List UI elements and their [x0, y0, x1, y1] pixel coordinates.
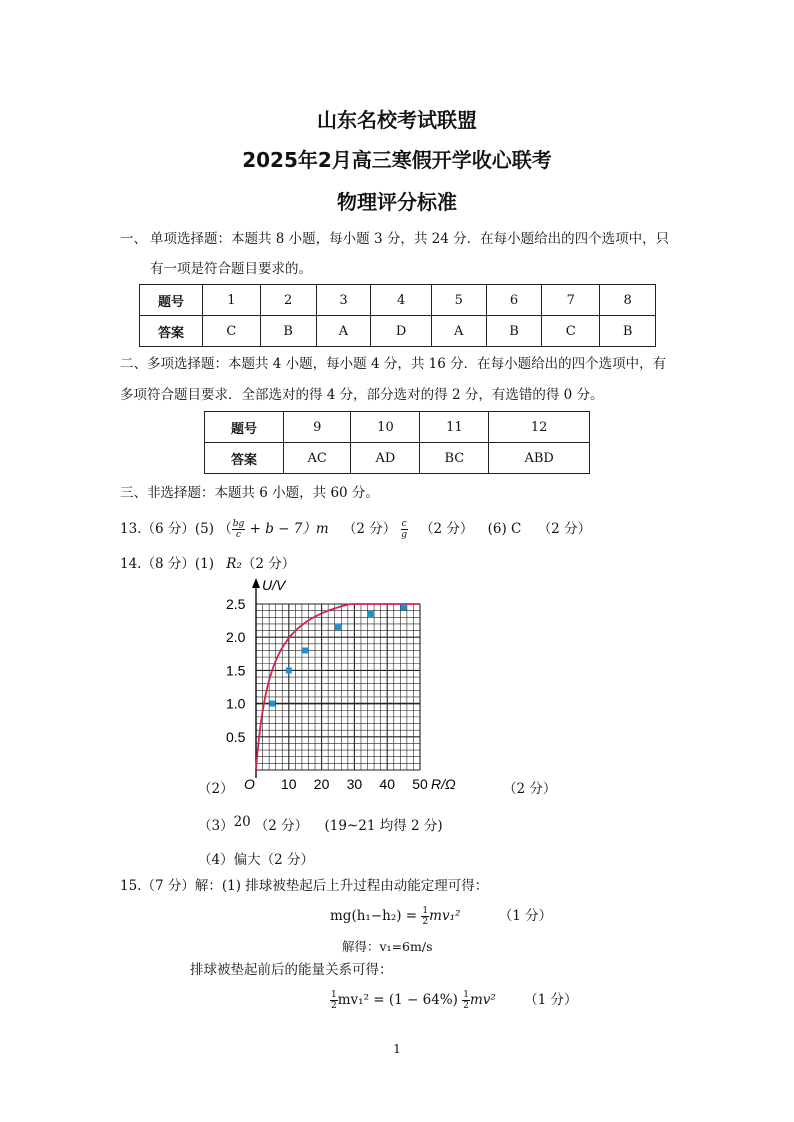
table-cell: A: [431, 316, 486, 347]
y-tick-label: 2.5: [226, 596, 246, 612]
eq1-half-fraction: $\frac{1}{2}$: [422, 906, 429, 927]
table-cell: 12: [489, 412, 590, 443]
q14-part3: [198, 814, 443, 834]
section1-label: 一、: [120, 231, 147, 247]
q13-part6: (6) C: [487, 521, 522, 537]
q14-part2-score: （2 分）: [503, 781, 557, 797]
table-row: [140, 316, 656, 347]
table-cell: A: [316, 316, 371, 347]
table-row: [140, 285, 656, 316]
table-cell: B: [260, 316, 316, 347]
section1-answer-table: [139, 284, 656, 347]
x-tick-label: 10: [281, 776, 297, 792]
table-cell: 11: [420, 412, 489, 443]
q15-equation2: [330, 988, 577, 1011]
u-r-chart: [224, 574, 464, 796]
x-axis-label: R/Ω: [431, 776, 456, 792]
table-cell: B: [486, 316, 542, 347]
table-cell: 3: [316, 285, 371, 316]
q13-score3: （2 分）: [537, 521, 592, 537]
q13-expression-tail: + b − 7）m: [249, 521, 329, 537]
eq2-half-fraction-right: $\frac{1}{2}$: [463, 990, 469, 1011]
eq2-left: mv₁² = (1 − 64%): [337, 992, 458, 1008]
y-axis-label: U/V: [262, 577, 286, 593]
q13-score2: （2 分）: [419, 521, 474, 537]
q14-lead: 14.（8 分）(1): [120, 556, 214, 572]
table-cell: BC: [420, 443, 489, 474]
q13-score1: （2 分）: [342, 521, 397, 537]
q15-equation1: [330, 904, 552, 927]
scoring-standard-title: 物理评分标准: [337, 190, 457, 214]
y-axis-arrow: [252, 578, 260, 588]
exam-union-title: 山东名校考试联盟: [317, 108, 477, 132]
q13-fraction-bg-c: $\frac{bg}{c}$: [232, 519, 245, 540]
data-point: [335, 624, 341, 630]
q14-part4: （4）偏大（2 分）: [198, 852, 314, 868]
x-tick-label: 40: [379, 776, 395, 792]
table-cell: 8: [600, 285, 656, 316]
table-cell: 5: [431, 285, 486, 316]
table-cell: AC: [284, 443, 351, 474]
data-point: [269, 701, 275, 707]
q14-part3-label: （3）: [198, 818, 234, 834]
section2-text-line1: 二、多项选择题：本题共 4 小题，每小题 4 分，共 16 分．在每小题给出的四个选项中，有: [120, 356, 667, 372]
q13-fraction-c-g: $\frac{c}{g}$: [401, 519, 408, 540]
q13-lead: 13.（6 分）(5) （: [120, 521, 232, 537]
data-point: [401, 604, 407, 610]
eq1-right: mv₁²: [429, 908, 461, 924]
table-header-answer: 答案: [205, 443, 284, 474]
y-tick-label: 1.0: [226, 695, 246, 712]
q14-score1: （2 分）: [241, 556, 296, 572]
section2-text-line2: 多项符合题目要求．全部选对的得 4 分，部分选对的得 2 分，有选错的得 0 分。: [120, 387, 604, 403]
eq1-left: mg(h₁−h₂) =: [330, 908, 418, 924]
table-header-answer: 答案: [140, 316, 203, 347]
eq2-half-fraction: $\frac{1}{2}$: [331, 990, 337, 1011]
x-tick-label: 20: [313, 776, 330, 792]
section2-answer-table: [204, 411, 590, 474]
table-row: [205, 443, 590, 474]
table-row: [205, 412, 590, 443]
data-point: [286, 667, 292, 673]
section1-text-line1: 单项选择题：本题共 8 小题，每小题 3 分，共 24 分．在每小题给出的四个选项中，只: [150, 231, 670, 247]
table-cell: AD: [351, 443, 420, 474]
q14-part2-label: （2）: [198, 781, 234, 797]
q15-energy-text: 排球被垫起前后的能量关系可得：: [190, 962, 393, 978]
x-tick-label: 30: [346, 776, 363, 792]
eq1-score: （1 分）: [498, 908, 553, 924]
q14-line: [120, 552, 295, 572]
q14-part3-score: （2 分）: [254, 818, 309, 834]
table-cell: D: [371, 316, 431, 347]
table-cell: 7: [542, 285, 600, 316]
page-number: 1: [393, 1042, 401, 1056]
q14-answer1: R₂: [226, 556, 242, 572]
eq2-score: （1 分）: [524, 992, 578, 1008]
table-cell: 4: [371, 285, 431, 316]
data-point: [368, 611, 374, 617]
table-cell: C: [542, 316, 600, 347]
table-cell: ABD: [489, 443, 590, 474]
y-tick-label: 2.0: [226, 629, 246, 646]
section1-text-line2: 有一项是符合题目要求的。: [150, 261, 312, 277]
y-tick-label: 0.5: [226, 728, 246, 745]
q15-solve: 解得：v₁=6m/s: [342, 939, 433, 954]
table-cell: C: [203, 316, 261, 347]
data-point: [302, 647, 308, 653]
table-cell: B: [600, 316, 656, 347]
y-tick-label: 1.5: [226, 662, 246, 679]
table-cell: 6: [486, 285, 542, 316]
exam-title: 2025年2月高三寒假开学收心联考: [242, 148, 552, 172]
origin-label: O: [244, 776, 255, 792]
q14-part3-answer: 20: [233, 814, 251, 830]
q14-part3-note: (19~21 均得 2 分): [324, 818, 443, 834]
table-cell: 9: [284, 412, 351, 443]
table-cell: 10: [351, 412, 420, 443]
table-header-number: 题号: [140, 285, 203, 316]
table-cell: 2: [260, 285, 316, 316]
q15-lead: 15.（7 分）解：(1) 排球被垫起后上升过程由动能定理可得：: [120, 878, 489, 894]
x-tick-label: 50: [412, 776, 428, 792]
q13-line: [120, 517, 591, 540]
eq2-right: mv²: [469, 992, 496, 1008]
table-header-number: 题号: [205, 412, 284, 443]
section3-text: 三、非选择题：本题共 6 小题，共 60 分。: [120, 485, 379, 501]
table-cell: 1: [203, 285, 261, 316]
